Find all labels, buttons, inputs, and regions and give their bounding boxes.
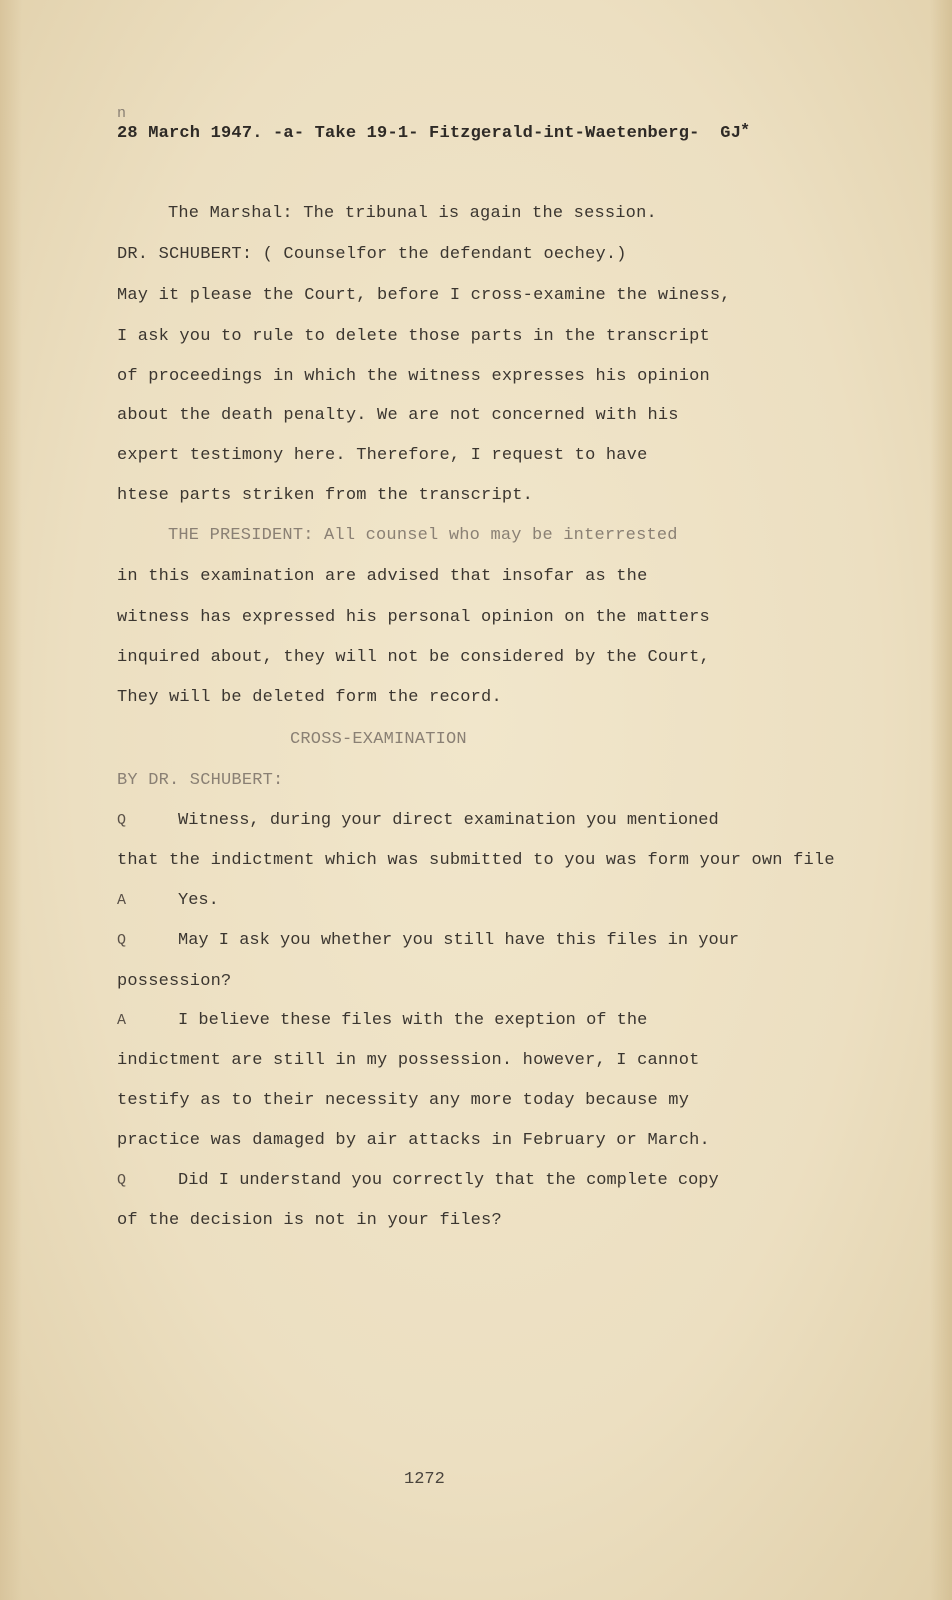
text-line: inquired about, they will not be considered by the Court,: [117, 648, 710, 667]
page-edge-right: [930, 0, 952, 1600]
answer-text: testify as to their necessity any more today because my: [117, 1091, 690, 1110]
question-text: of the decision is not in your files?: [117, 1211, 502, 1230]
text-line: The Marshal: The tribunal is again the session.: [168, 204, 657, 223]
header-asterisk: *: [740, 122, 751, 141]
qa-label: Q: [117, 1172, 127, 1189]
examiner-line: BY DR. SCHUBERT:: [117, 771, 284, 790]
text-line: expert testimony here. Therefore, I request to have: [117, 446, 648, 465]
text-line: May it please the Court, before I cross-examine the winess,: [117, 286, 731, 305]
answer-text: I believe these files with the exeption of the: [178, 1011, 648, 1030]
question-text: Did I understand you correctly that the complete copy: [178, 1171, 719, 1190]
question-text: that the indictment which was submitted to you was form your own file: [117, 851, 835, 870]
text-line: in this examination are advised that insofar as the: [117, 567, 648, 586]
answer-text: indictment are still in my possession. however, I cannot: [117, 1051, 700, 1070]
answer-text: practice was damaged by air attacks in February or March.: [117, 1131, 710, 1150]
section-heading: CROSS-EXAMINATION: [290, 730, 467, 749]
question-text: Witness, during your direct examination you mentioned: [178, 811, 719, 830]
text-line: I ask you to rule to delete those parts in the transcript: [117, 327, 710, 346]
header-title: 28 March 1947. -a- Take 19-1- Fitzgerald-int-Waetenberg- GJ: [117, 124, 742, 143]
text-line: DR. SCHUBERT: ( Counselfor the defendant oechey.): [117, 245, 627, 264]
page-edge-left: [0, 0, 22, 1600]
answer-text: Yes.: [178, 891, 219, 910]
text-line: They will be deleted form the record.: [117, 688, 502, 707]
question-text: possession?: [117, 972, 232, 991]
qa-label: Q: [117, 932, 127, 949]
question-text: May I ask you whether you still have this files in your: [178, 931, 740, 950]
text-line: about the death penalty. We are not concerned with his: [117, 406, 679, 425]
text-line: THE PRESIDENT: All counsel who may be interrested: [168, 526, 678, 545]
corner-mark: n: [117, 105, 127, 122]
text-line: htese parts striken from the transcript.: [117, 486, 534, 505]
qa-label: A: [117, 1012, 127, 1029]
text-line: of proceedings in which the witness expresses his opinion: [117, 367, 710, 386]
text-line: witness has expressed his personal opinion on the matters: [117, 608, 710, 627]
qa-label: A: [117, 892, 127, 909]
qa-label: Q: [117, 812, 127, 829]
page-number: 1272: [404, 1470, 445, 1489]
